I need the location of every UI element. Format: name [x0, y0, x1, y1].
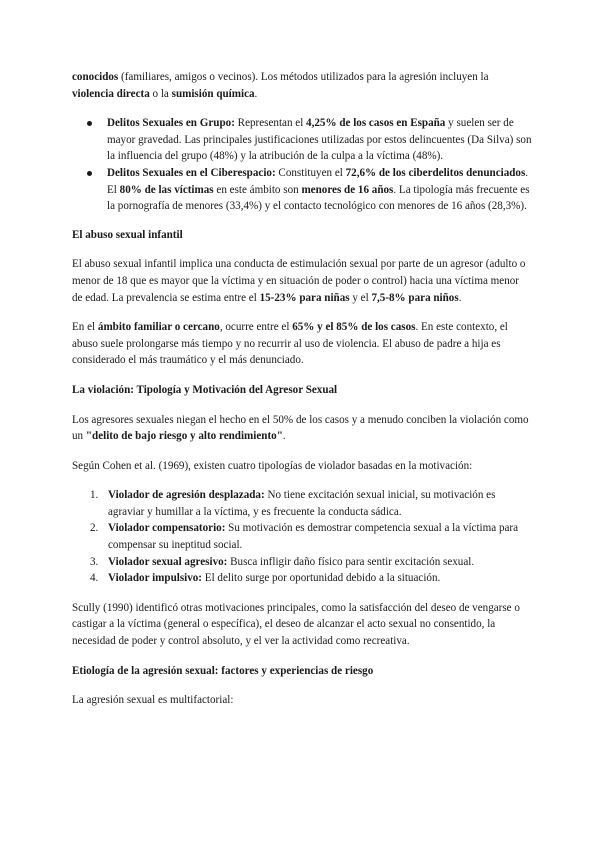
body-paragraph: Scully (1990) identificó otras motivaciones principales, como la satisfacción del deseo de vengarse o castigar a la víctima (general o específica), el deseo de alcanzar el acto sexual no consentido, la necesidad de poder y control absoluto, y el ver la actividad como recreativa.	[72, 601, 520, 648]
numbered-list	[72, 487, 532, 587]
bold-text: 15-23% para niñas	[259, 291, 350, 304]
bold-text: "delito de bajo riesgo y alto rendimiento"	[85, 430, 283, 443]
bold-text: 7,5-8% para niños	[371, 291, 459, 304]
body-paragraph	[72, 256, 532, 306]
text-run: o la	[149, 87, 172, 100]
text-run: Constituyen el	[275, 166, 346, 179]
text-run: .	[458, 291, 462, 304]
numbered-item	[72, 487, 532, 520]
text-run: El delito surge por oportunidad debido a la situación.	[202, 572, 441, 585]
bullet-dot-icon	[87, 121, 92, 126]
bold-text: Delitos Sexuales en el Ciberespacio:	[107, 166, 276, 179]
bold-text: Delitos Sexuales en Grupo:	[107, 117, 235, 130]
section-heading: Etiología de la agresión sexual: factores y experiencias de riesgo	[72, 664, 374, 677]
text-run: . En este contexto, el abuso suele prolongarse más tiempo y no recurrir al uso de violencia. El abuso de padre a hija es considerado el más traumático y el más denunciado.	[72, 321, 508, 367]
bold-text: violencia directa	[72, 87, 150, 100]
bullet-item	[72, 115, 532, 165]
numbered-item	[72, 554, 532, 571]
bold-text: 65% y el 85% de los casos	[292, 321, 416, 334]
bullet-list	[72, 115, 532, 215]
text-run: y suelen ser de mayor gravedad. Las principales justificaciones utilizadas por estos delincuentes (Da Silva) son la influencia del grupo (48%) y la atribución de la culpa a la víctima (48%).	[107, 117, 532, 163]
bold-text: conocidos	[72, 71, 119, 83]
bold-text: Violador impulsivo:	[108, 572, 203, 585]
bold-text: 72,6% de los ciberdelitos denunciados	[345, 166, 526, 179]
text-run: En el	[72, 321, 98, 334]
bold-text: sumisión química	[171, 87, 255, 100]
text-run: , ocurre entre el	[219, 321, 293, 334]
section-heading: El abuso sexual infantil	[72, 228, 183, 241]
body-paragraph	[72, 412, 532, 445]
numbered-item	[72, 570, 532, 587]
bold-text: ámbito familiar o cercano	[97, 321, 220, 334]
text-run: Su motivación es demostrar competencia sexual a la víctima para compensar su ineptitud social.	[108, 522, 519, 552]
text-run: No tiene excitación sexual inicial, su motivación es agraviar y humillar a la víctima, y es frecuente la conducta sádica.	[108, 489, 496, 518]
text-run: y el	[349, 291, 372, 304]
bold-text: menores de 16 años	[301, 183, 394, 196]
bold-text: 4,25% de los casos en España	[306, 117, 446, 130]
body-paragraph: Según Cohen et al. (1969), existen cuatro tipologías de violador basadas en la motivación:	[72, 459, 473, 472]
text-run: Los agresores sexuales niegan el hecho en el 50% de los casos y a menudo conciben la violación como un	[72, 413, 529, 443]
bold-text: Violador sexual agresivo:	[108, 555, 228, 568]
section-heading: La violación: Tipología y Motivación del Agresor Sexual	[72, 383, 338, 396]
body-paragraph: La agresión sexual es multifactorial:	[72, 694, 234, 707]
text-run: .	[254, 87, 258, 100]
item-number: 4.	[90, 572, 99, 585]
bold-text: Violador compensatorio:	[108, 522, 226, 535]
intro-paragraph	[72, 69, 532, 102]
bold-text: Violador de agresión desplazada:	[108, 489, 265, 502]
item-number: 2.	[90, 522, 99, 535]
text-run: .	[282, 430, 286, 443]
bullet-dot-icon	[87, 171, 92, 176]
text-run: (familiares, amigos o vecinos). Los métodos utilizados para la agresión incluyen la	[118, 71, 489, 83]
text-run: . La tipología más frecuente es la pornografía de menores (33,4%) y el contacto tecnológico con menores de 16 años (28,3%).	[107, 183, 530, 213]
bullet-item	[72, 165, 532, 215]
body-paragraph	[72, 319, 532, 369]
text-run: El abuso sexual infantil implica una conducta de estimulación sexual por parte de un agresor (adulto o menor de 18 que es mayor que la víctima y en situación de poder o control) hacia una víctima menor de edad. La prevalencia se estima entre el	[72, 258, 526, 304]
text-run: Busca infligir daño físico para sentir excitación sexual.	[227, 555, 475, 568]
bold-text: 80% de las víctimas	[119, 183, 214, 196]
text-run: Representan el	[234, 117, 307, 130]
numbered-item	[72, 520, 532, 553]
document-body	[72, 69, 532, 722]
text-run: . El	[107, 166, 529, 196]
item-number: 1.	[90, 489, 99, 502]
item-number: 3.	[90, 555, 99, 568]
text-run: en este ámbito son	[213, 183, 302, 196]
